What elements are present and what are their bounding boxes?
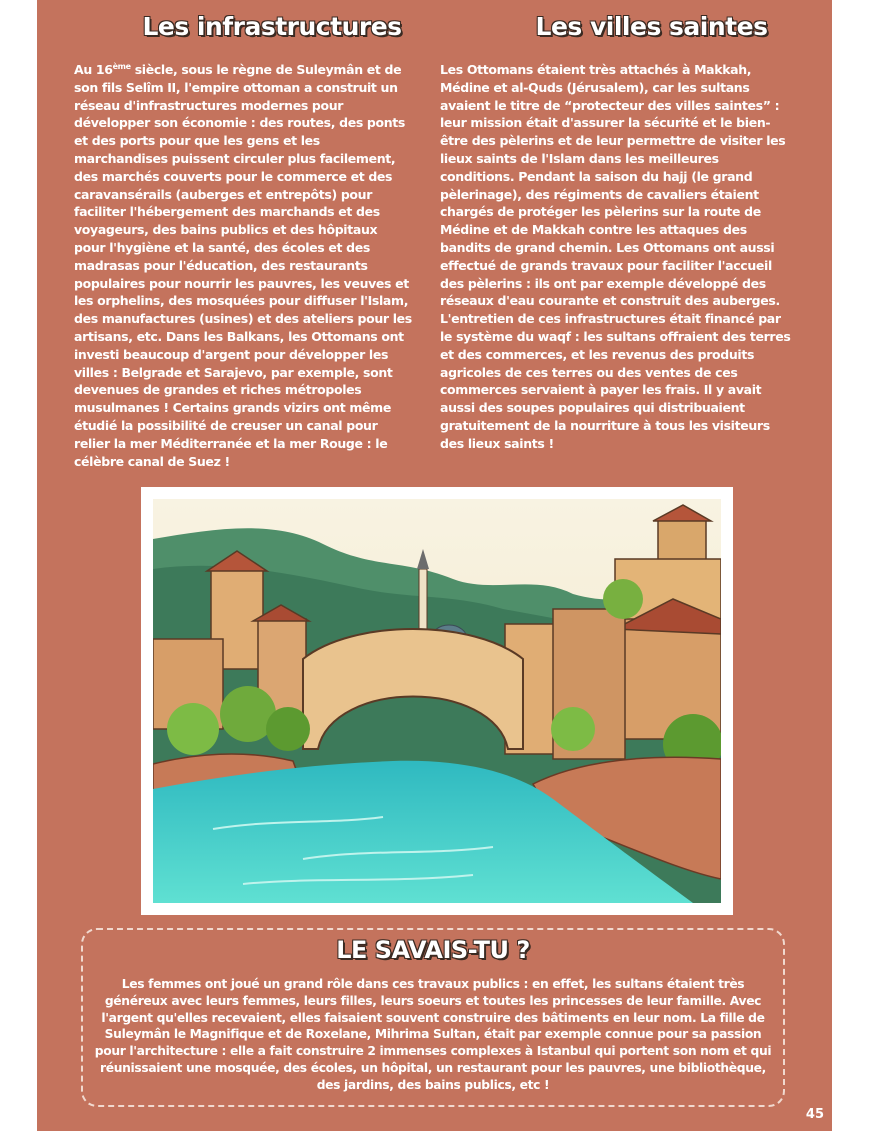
infrastructures-text-rest: siècle, sous le règne de Suleymân et de son fils Selîm II, l'empire ottoman a construit un réseau d'infrastructures modernes pour développer son économie : des routes, des ponts et des ports pour que les gens et les marchandises puissent circuler plus facilement, des marchés couverts pour le commerce et des caravansérails (auberges et entrepôts) pour faciliter l'hébergement des marchands et des voyageurs, des bains publics et des hôpitaux pour l'hygiène et la santé, des écoles et des madrasas pour l'éducation, des restaurants populaires pour nourrir les pauvres, les veuves et les orphelins, des mosquées pour diffuser l'Islam, des manufactures (usines) et des ateliers pour les artisans, etc. Dans les Balkans, les Ottomans ont investi beaucoup d'argent pour développer les villes : Belgrade et Sarajevo, par exemple, sont devenues de grandes et riches métropoles musulmanes ! Certains grands vizirs ont même étudié la possibilité de creuser un canal pour relier la mer Méditerranée et la mer Rouge : le célèbre canal de Suez !: [74, 62, 412, 469]
infrastructures-paragraph: [74, 61, 412, 470]
section-title-villes-saintes: Les villes saintes: [535, 12, 768, 41]
did-you-know-text: Les femmes ont joué un grand rôle dans ces travaux publics : en effet, les sultans étaient très généreux avec leurs femmes, leurs filles, leurs soeurs et toutes les princesses de leur famille. Avec l'argent qu'elles recevaient, elles faisaient souvent construire des bâtiments en leur nom. La fille de Suleymân le Magnifique et de Roxelane, Mihrima Sultan, était par exemple connue pour sa passion pour l'architecture : elle a fait construire 2 immenses complexes à Istanbul qui portent son nom et qui réunissaient une mosquée, des écoles, un hôpital, un restaurant pour les pauvres, une bibliothèque, des jardins, des bains publics, etc !: [94, 977, 772, 1092]
page: [37, 0, 832, 1131]
section-title-infrastructures: Les infrastructures: [142, 12, 402, 41]
infrastructures-text-start: Au 16: [74, 62, 113, 77]
illustration-frame: [141, 487, 733, 915]
page-number: 45: [805, 1107, 824, 1122]
ordinal-superscript: ème: [112, 61, 131, 71]
villes-saintes-paragraph: Les Ottomans étaient très attachés à Makkah, Médine et al-Quds (Jérusalem), car les sultans avaient le titre de “protecteur des villes saintes” : leur mission était d'assurer la sécurité et le bien-être des pèlerins et de leur permettre de visiter les lieux saints de l'Islam dans les meilleures conditions. Pendant la saison du hajj (le grand pèlerinage), des régiments de cavaliers étaient chargés de protéger les pèlerins sur la route de Médine et de Makkah contre les attaques des bandits de grand chemin. Les Ottomans ont aussi effectué de grands travaux pour faciliter l'accueil des pèlerins : ils ont par exemple développé des réseaux d'eau courante et construit des auberges. L'entretien de ces infrastructures était financé par le système du waqf : les sultans offraient des terres et des commerces, et les revenus des produits agricoles de ces terres ou des ventes de ces commerces servaient à payer les frais. Il y avait aussi des soupes populaires qui distribuaient gratuitement de la nourriture à tous les visiteurs des lieux saints !: [440, 62, 791, 451]
did-you-know-title: LE SAVAIS-TU ?: [336, 936, 530, 964]
did-you-know-box: [81, 928, 785, 1107]
mostar-bridge-illustration: [153, 499, 721, 903]
